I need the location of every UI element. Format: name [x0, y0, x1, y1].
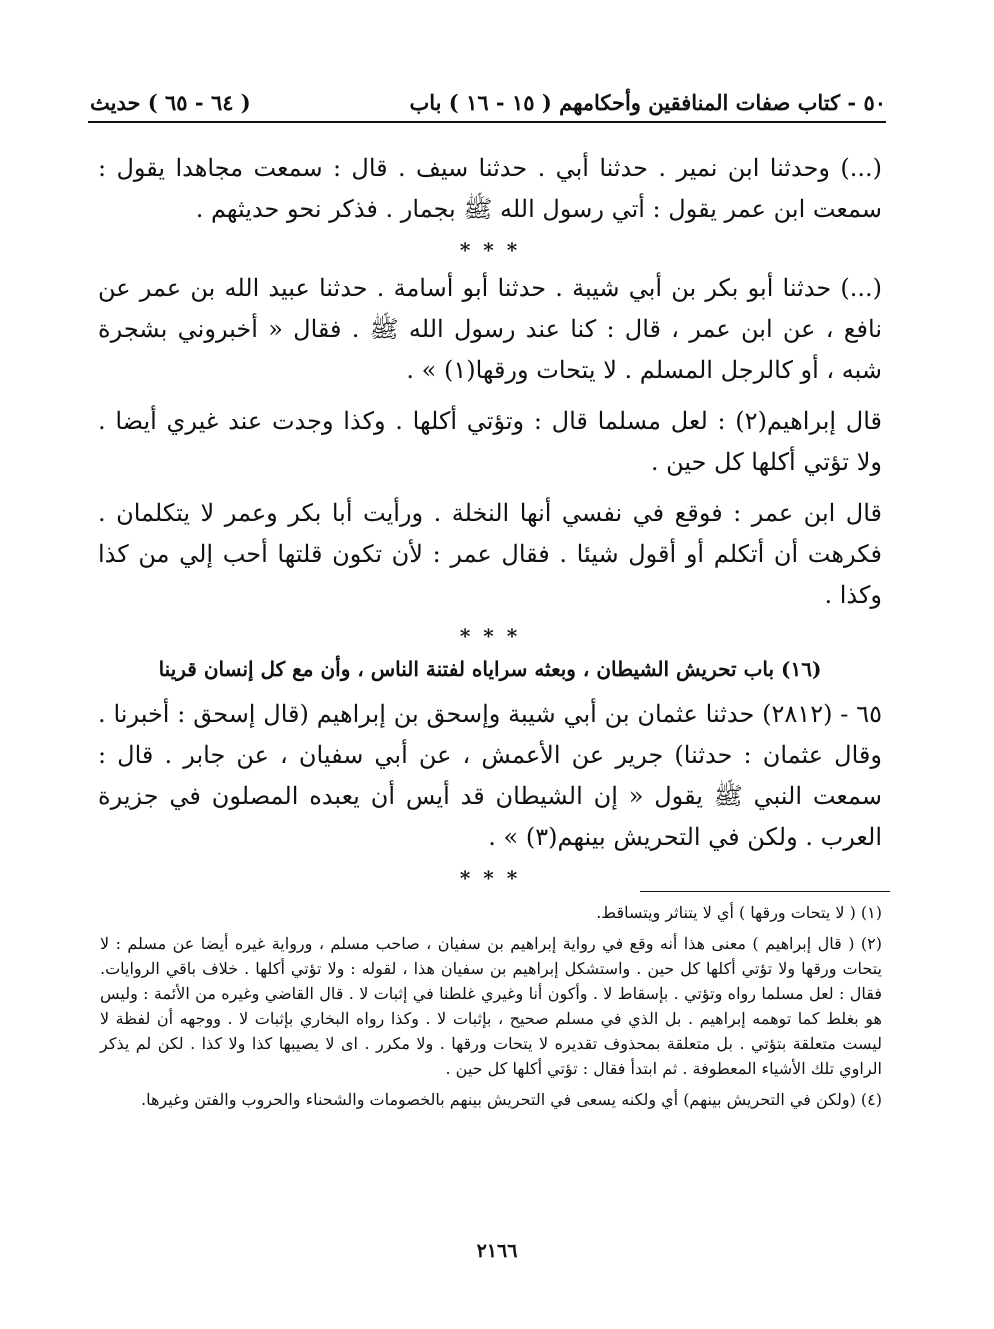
separator-stars: * * * — [459, 624, 521, 648]
main-text — [98, 148, 882, 896]
running-header — [90, 82, 886, 122]
hadith-paragraph: (...) وحدثنا ابن نمير . حدثنا أبي . حدثنا سيف . قال : سمعت مجاهدا يقول : سمعت ابن عمر يقول : أتي رسول الله ﷺ بجمار . فذكر نحو حديثهم . — [98, 154, 882, 223]
footnote-rule — [640, 891, 890, 892]
chapter-title: (١٦) باب تحريش الشيطان ، وبعثه سراياه لفتنة الناس ، وأن مع كل إنسان قرينا — [158, 657, 822, 681]
header-book-title: ٥٠ - كتاب صفات المنافقين وأحكامهم ( ١٥ - ١٦ ) باب — [409, 89, 886, 115]
footnote: (٢) ( قال إبراهيم ) معنى هذا أنه وقع في رواية إبراهيم بن سفيان ، صاحب مسلم ، ورواية غيره أيضا عن مسلم : لا يتحات ورقها ولا تؤتي أكلها كل حين . واستشكل إبراهيم بن سفيان هذا ، لقوله : ولا تؤتي أكلها . خلاف باقي الروايات. فقال : لعل مسلما رواه وتؤتي . بإسقاط لا . وأكون أنا وغيري غلطنا في إثبات لا . قال القاضي وغيره من الأئمة : وليس هو بغلط كما توهمه إبراهيم . بل الذي في مسلم صحيح ، بإثبات لا . وكذا رواه البخاري بإثبات لا . ووجهه أن لفظة لا ليست متعلقة بتؤتي . بل متعلقة بمحذوف تقديره لا يتحات ورقها . ولا مكرر . اى لا يصيبها كذا ولا كذا . لكن لم يذكر الراوي تلك الأشياء المعطوفة . ثم ابتدأ فقال : تؤتي أكلها كل حين . — [100, 934, 882, 1078]
footnote: (١) ( لا يتحات ورقها ) أي لا يتناثر ويتساقط. — [596, 903, 882, 922]
footnote: (٤) (ولكن في التحريش بينهم) أي ولكنه يسعى في التحريش بينهم بالخصومات والشحناء والحروب والفتن وغيرها. — [141, 1090, 882, 1109]
footnotes — [100, 900, 882, 1118]
hadith-paragraph: قال إبراهيم(٢) : لعل مسلما قال : وتؤتي أكلها . وكذا وجدت عند غيري أيضا . ولا تؤتي أكلها كل حين . — [98, 407, 882, 476]
separator-stars: * * * — [459, 238, 521, 262]
hadith-paragraph: ٦٥ - (٢٨١٢) حدثنا عثمان بن أبي شيبة وإسحق بن إبراهيم (قال إسحق : أخبرنا . وقال عثمان : حدثنا) جرير عن الأعمش ، عن أبي سفيان ، عن جابر . قال : سمعت النبي ﷺ يقول « إن الشيطان قد أيس أن يعبده المصلون في جزيرة العرب . ولكن في التحريش بينهم(٣) » . — [98, 700, 882, 851]
page-number: ٢١٦٦ — [476, 1240, 518, 1262]
separator-stars: * * * — [459, 866, 521, 890]
hadith-paragraph: قال ابن عمر : فوقع في نفسي أنها النخلة . ورأيت أبا بكر وعمر لا يتكلمان . فكرهت أن أتكلم أو أقول شيئا . فقال عمر : لأن تكون قلتها أحب إلي من كذا وكذا . — [98, 499, 882, 609]
header-rule — [88, 121, 886, 123]
hadith-paragraph: (...) حدثنا أبو بكر بن أبي شيبة . حدثنا أبو أسامة . حدثنا عبيد الله بن عمر عن نافع ، عن ابن عمر ، قال : كنا عند رسول الله ﷺ . فقال « أخبروني بشجرة شبه ، أو كالرجل المسلم . لا يتحات ورقها(١) » . — [98, 274, 883, 384]
header-hadith-range: ( ٦٤ - ٦٥ ) حديث — [90, 89, 251, 115]
